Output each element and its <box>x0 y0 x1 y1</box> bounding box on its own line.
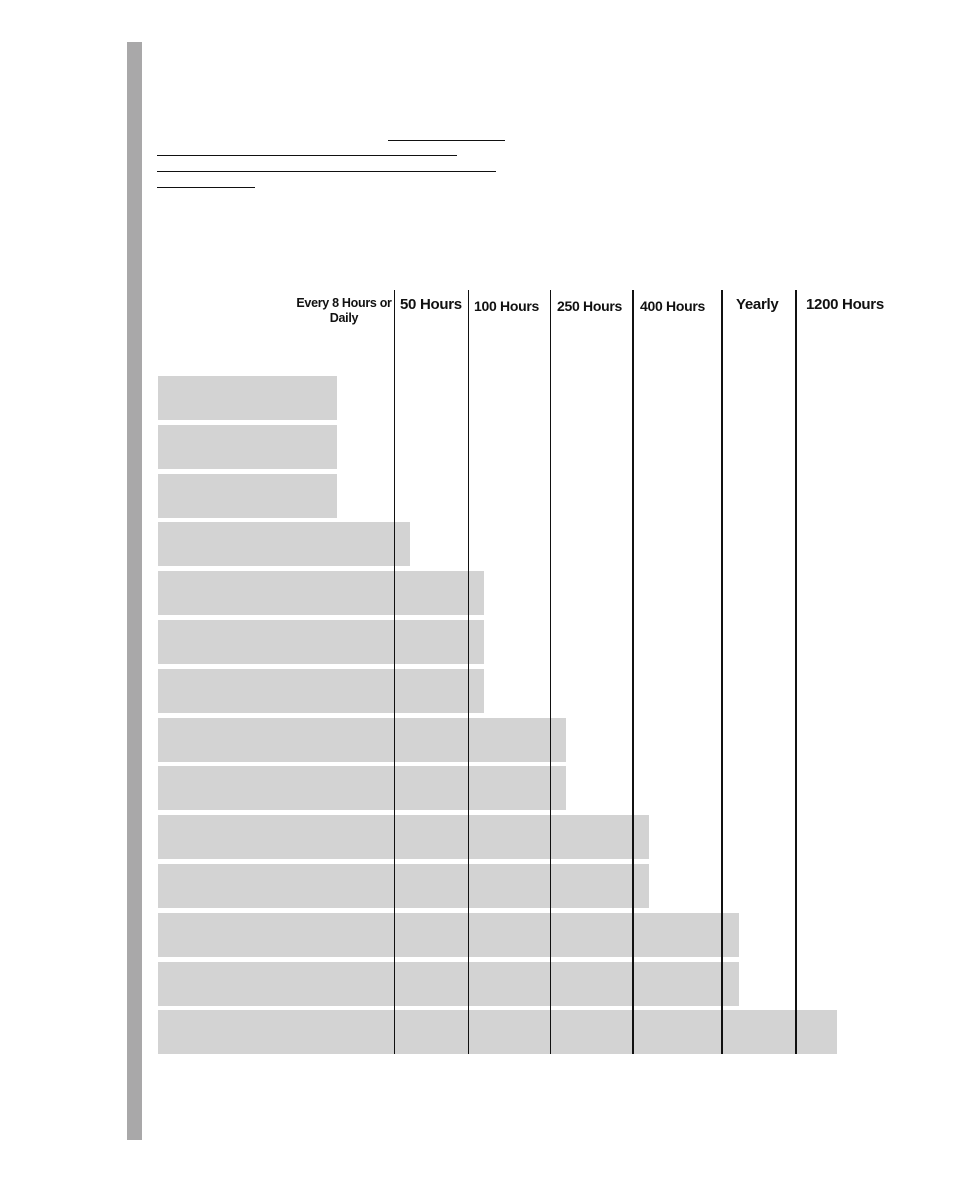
column-divider <box>632 290 634 1054</box>
column-header-daily: Every 8 Hours or Daily <box>296 296 392 325</box>
redacted-underline <box>157 171 496 172</box>
column-header-400-hours: 400 Hours <box>640 298 705 314</box>
schedule-bar-h100 <box>158 620 484 664</box>
column-divider <box>721 290 723 1054</box>
schedule-bar-yearly <box>158 962 739 1006</box>
schedule-bar-daily <box>158 376 337 420</box>
schedule-bar-h400 <box>158 864 649 908</box>
column-header-1200-hours: 1200 Hours <box>806 296 884 313</box>
column-header-yearly: Yearly <box>736 296 779 313</box>
schedule-bar-h1200 <box>158 1010 837 1054</box>
schedule-bar-h50 <box>158 522 410 566</box>
schedule-bar-h400 <box>158 815 649 859</box>
column-header-50-hours: 50 Hours <box>400 296 462 313</box>
schedule-bar-h100 <box>158 571 484 615</box>
column-divider <box>795 290 797 1054</box>
column-divider <box>550 290 551 1054</box>
schedule-bar-h250 <box>158 718 566 762</box>
redacted-underline <box>157 155 457 156</box>
redacted-underline <box>388 140 505 141</box>
column-header-100-hours: 100 Hours <box>474 298 539 314</box>
column-divider <box>468 290 469 1054</box>
schedule-bar-h100 <box>158 669 484 713</box>
schedule-bar-daily <box>158 425 337 469</box>
schedule-bar-yearly <box>158 913 739 957</box>
redacted-underline <box>157 187 255 188</box>
schedule-bar-h250 <box>158 766 566 810</box>
page-side-bar <box>127 42 142 1140</box>
column-header-250-hours: 250 Hours <box>557 298 622 314</box>
schedule-bar-daily <box>158 474 337 518</box>
column-divider <box>394 290 395 1054</box>
